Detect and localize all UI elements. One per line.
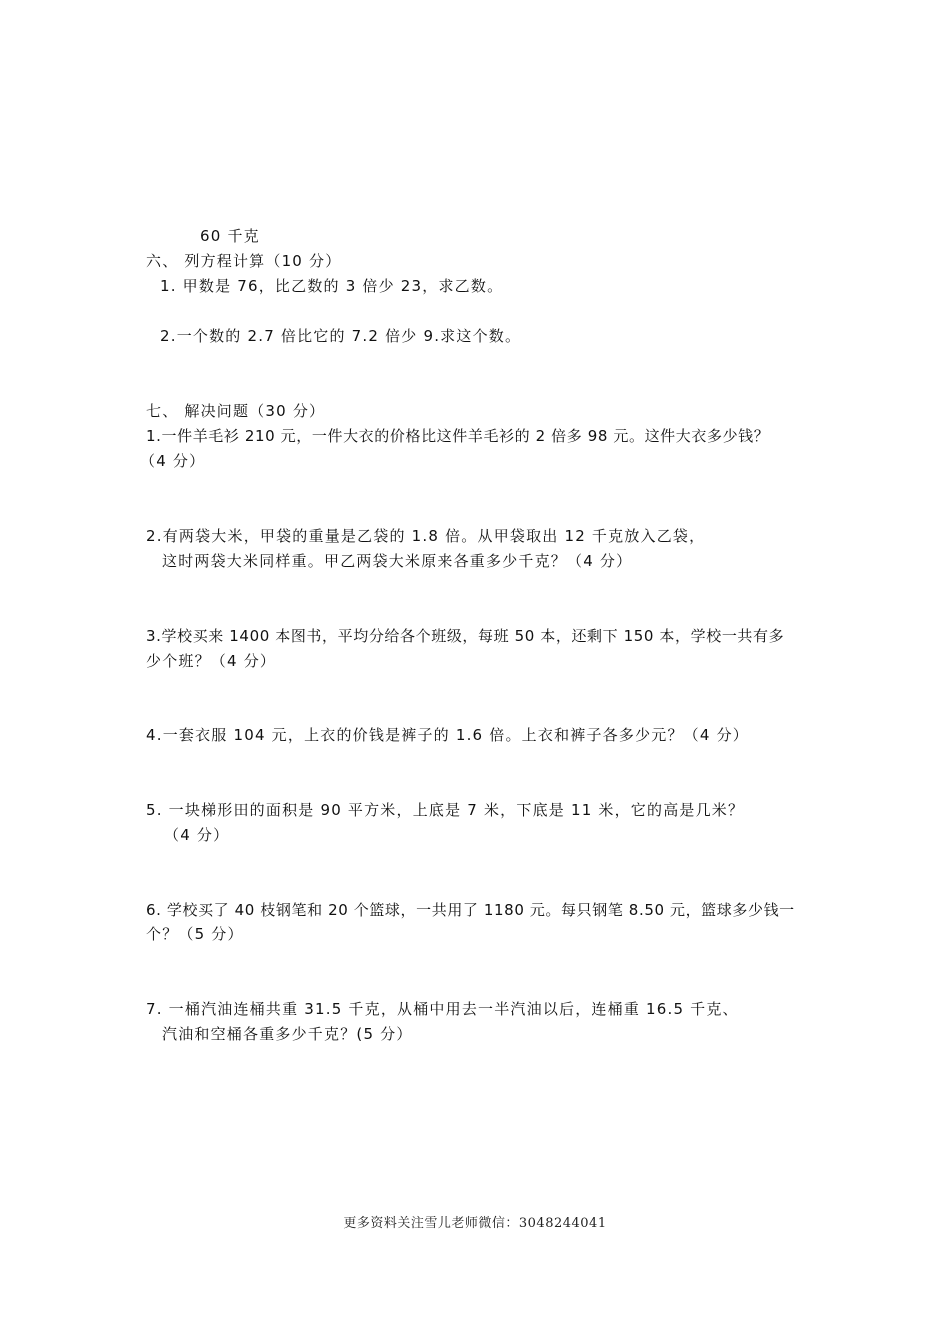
- problem-4-line-1: 4.一套衣服 104 元，上衣的价钱是裤子的 1.6 倍。上衣和裤子各多少元？（4 分）: [146, 726, 749, 744]
- problem-1-line-1: 1.一件羊毛衫 210 元，一件大衣的价格比这件羊毛衫的 2 倍多 98 元。这件大衣多少钱？: [146, 427, 770, 445]
- problem-7-line-2: 汽油和空桶各重多少千克？(5 分）: [162, 1025, 413, 1043]
- section-6-heading: 六、 列方程计算（10 分）: [146, 252, 342, 270]
- section-7-heading: 七、 解决问题（30 分）: [146, 402, 326, 420]
- section-6-problem-2: 2.一个数的 2.7 倍比它的 7.2 倍少 9.求这个数。: [160, 327, 522, 345]
- footer-contact: 更多资料关注雪儿老师微信：3048244041: [343, 1216, 607, 1231]
- carryover-answer: 60 千克: [200, 227, 260, 245]
- problem-5-line-2: （4 分）: [164, 826, 230, 844]
- problem-6-line-1: 6. 学校买了 40 枝钢笔和 20 个篮球，一共用了 1180 元。每只钢笔 8.50 元，篮球多少钱一: [146, 901, 795, 919]
- problem-7-line-1: 7. 一桶汽油连桶共重 31.5 千克，从桶中用去一半汽油以后，连桶重 16.5 千克、: [146, 1000, 739, 1018]
- problem-2-line-2: 这时两袋大米同样重。甲乙两袋大米原来各重多少千克？（4 分）: [162, 552, 633, 570]
- problem-3-line-2: 少个班？（4 分）: [146, 652, 277, 670]
- problem-6-line-2: 个？（5 分）: [146, 925, 244, 943]
- section-6-problem-1: 1. 甲数是 76，比乙数的 3 倍少 23，求乙数。: [160, 277, 504, 295]
- problem-3-line-1: 3.学校买来 1400 本图书，平均分给各个班级，每班 50 本，还剩下 150 本，学校一共有多: [146, 627, 785, 645]
- problem-2-line-1: 2.有两袋大米，甲袋的重量是乙袋的 1.8 倍。从甲袋取出 12 千克放入乙袋，: [146, 527, 706, 545]
- problem-5-line-1: 5. 一块梯形田的面积是 90 平方米，上底是 7 米，下底是 11 米，它的高是几米？: [146, 801, 745, 819]
- problem-1-line-2: （4 分）: [140, 452, 206, 470]
